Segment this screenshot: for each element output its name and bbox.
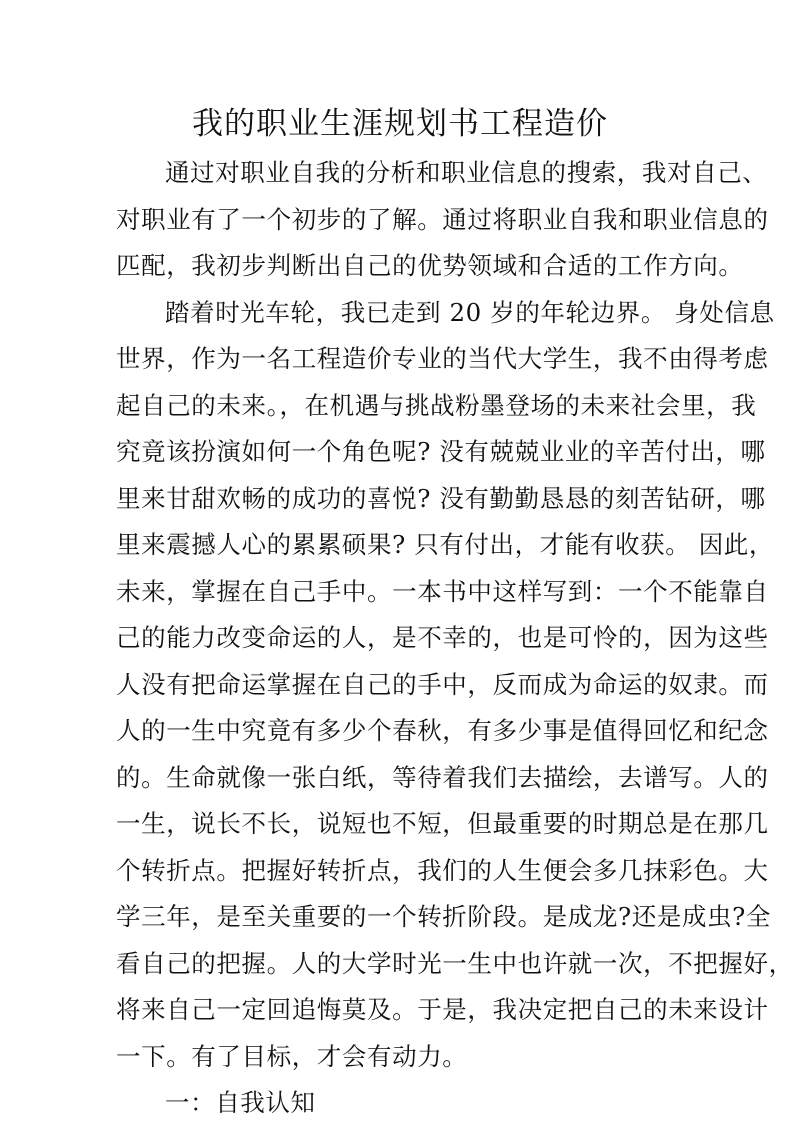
paragraph-line: 一下。有了目标，才会有动力。 xyxy=(116,1041,468,1071)
paragraph-line: 的。生命就像一张白纸，等待着我们去描绘，去谱写。人的 xyxy=(116,762,769,792)
paragraph-line: 一生，说长不长，说短也不短，但最重要的时期总是在那几 xyxy=(116,809,769,838)
paragraph-line: 将来自己一定回追悔莫及。于是，我决定把自己的未来设计 xyxy=(116,995,769,1024)
paragraph-line: 里来震撼人心的累累硕果? 只有付出，才能有收获。 因此， xyxy=(116,530,775,559)
paragraph-line: 人的一生中究竟有多少个春秋，有多少事是值得回忆和纪念 xyxy=(116,716,769,745)
paragraph-line: 看自己的把握。人的大学时光一生中也许就一次，不把握好， xyxy=(116,948,794,978)
paragraph-line: 学三年，是至关重要的一个转折阶段。是成龙?还是成虫?全 xyxy=(116,902,771,931)
section-heading: 一：自我认知 xyxy=(165,1088,316,1117)
paragraph-line: 踏着时光车轮，我已走到 20 岁的年轮边界。 身处信息 xyxy=(165,297,775,327)
paragraph-line: 起自己的未来。，在机遇与挑战粉墨登场的未来社会里，我 xyxy=(116,390,757,420)
page-title: 我的职业生涯规划书工程造价 xyxy=(192,106,608,142)
paragraph-line: 世界，作为一名工程造价专业的当代大学生，我不由得考虑 xyxy=(116,344,769,373)
body-text xyxy=(116,156,794,1133)
paragraph-line: 个转折点。把握好转折点，我们的人生便会多几抹彩色。大 xyxy=(116,855,769,885)
paragraph-line: 里来甘甜欢畅的成功的喜悦? 没有勤勤恳恳的刻苦钻研，哪 xyxy=(116,483,766,513)
paragraph-line: 人没有把命运掌握在自己的手中，反而成为命运的奴隶。而 xyxy=(116,669,769,699)
paragraph-line: 通过对职业自我的分析和职业信息的搜索，我对自己、 xyxy=(165,158,768,187)
paragraph-line: 己的能力改变命运的人，是不幸的，也是可怜的，因为这些 xyxy=(116,623,769,652)
paragraph-line: 匹配，我初步判断出自己的优势领域和合适的工作方向。 xyxy=(116,251,744,280)
paragraph-line: 究竟该扮演如何一个角色呢? 没有兢兢业业的辛苦付出，哪 xyxy=(116,437,766,466)
paragraph-line: 对职业有了一个初步的了解。通过将职业自我和职业信息的 xyxy=(116,204,769,234)
paragraph-line: 未来，掌握在自己手中。一本书中这样写到：一个不能靠自 xyxy=(116,576,769,606)
